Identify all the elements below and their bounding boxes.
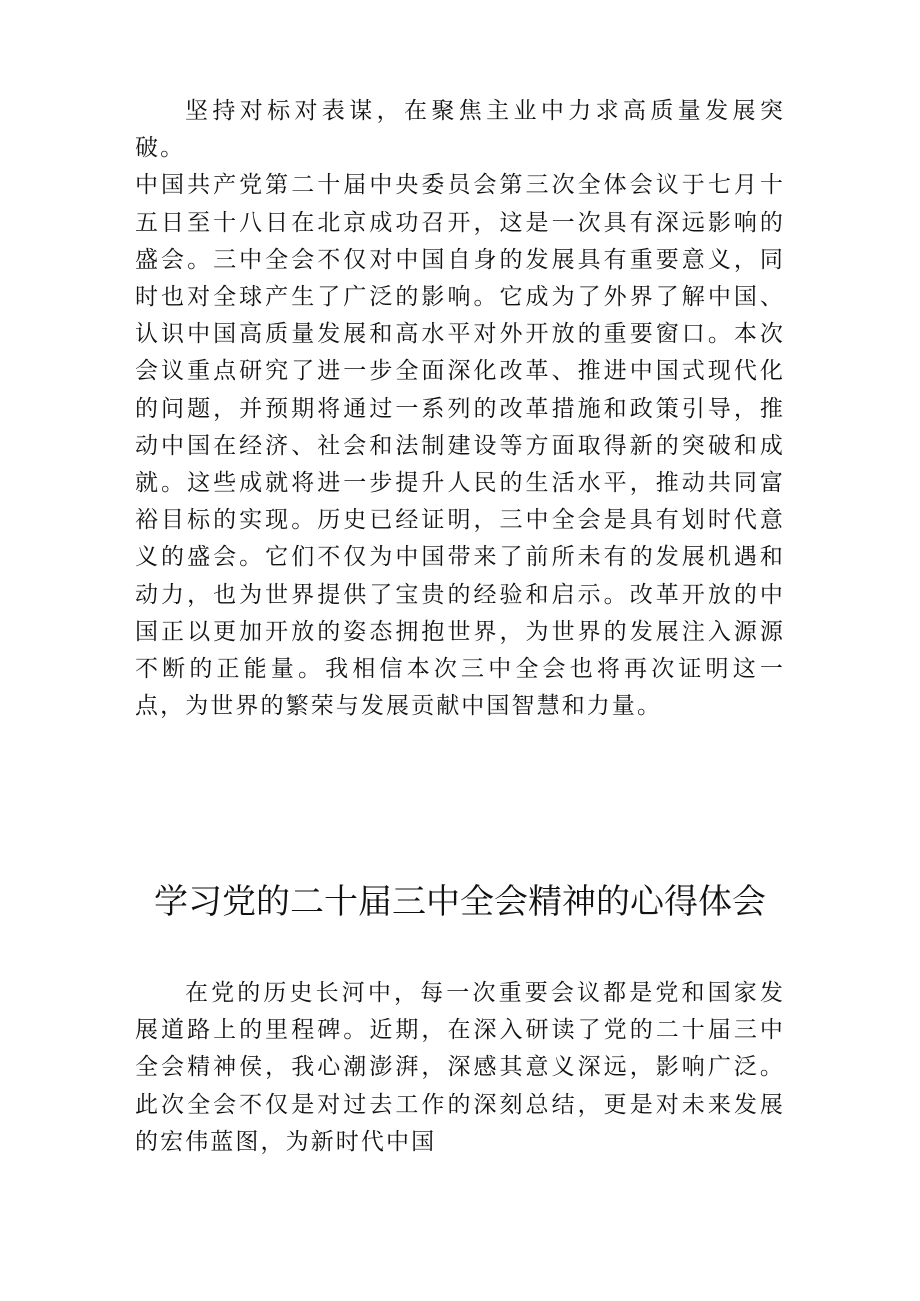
paragraph-plenum-significance: 中国共产党第二十届中央委员会第三次全体会议于七月十五日至十八日在北京成功召开，这是一次具有深远影响的盛会。三中全会不仅对中国自身的发展具有重要意义，同时也对全球产生了广泛的影响。它成为了外界了解中国、认识中国高质量发展和高水平对外开放的重要窗口。本次会议重点研究了进一步全面深化改革、推进中国式现代化的问题，并预期将通过一系列的改革措施和政策引导，推动中国在经济、社会和法制建设等方面取得新的突破和成就。这些成就将进一步提升人民的生活水平，推动共同富裕目标的实现。历史已经证明，三中全会是具有划时代意义的盛会。它们不仅为中国带来了前所未有的发展机遇和动力，也为世界提供了宝贵的经验和启示。改革开放的中国正以更加开放的姿态拥抱世界，为世界的发展注入源源不断的正能量。我相信本次三中全会也将再次证明这一点，为世界的繁荣与发展贡献中国智慧和力量。 <box>135 172 785 720</box>
continuation-line: 坚持对标对表谋，在聚焦主业中力求高质量发展突破。 <box>135 98 785 162</box>
body-text-top <box>135 93 785 725</box>
paragraph-study-reflection: 在党的历史长河中，每一次重要会议都是党和国家发展道路上的里程碑。近期，在深入研读了党的二十届三中全会精神侯，我心潮澎湃，深感其意义深远，影响广泛。此次全会不仅是对过去工作的深刻总结，更是对未来发展的宏伟蓝图，为新时代中国 <box>135 980 785 1155</box>
section-title: 学习党的二十届三中全会精神的心得体会 <box>154 882 766 922</box>
